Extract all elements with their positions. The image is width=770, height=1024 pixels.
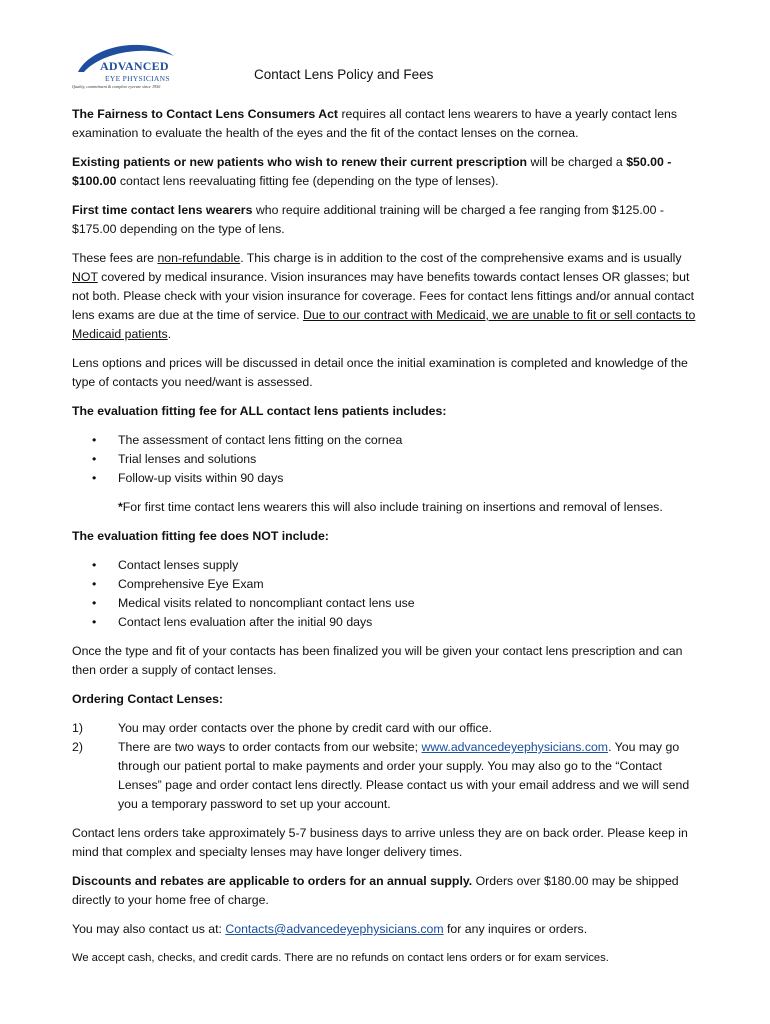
paragraph-prescription: Once the type and fit of your contacts has been finalized you will be given your contact lens prescription and can then order a supply of contact lenses. <box>72 644 683 677</box>
logo-brand: ADVANCED <box>100 59 169 73</box>
paragraph-contact: You may also contact us at: Contacts@advancedeyephysicians.com for any inquires or orders. <box>72 922 588 936</box>
paragraph-fees-policy: These fees are non-refundable. This charge is in addition to the cost of the comprehensive exams and is usually NOT covered by medical insurance. Vision insurances may have benefits towards contact lenses OR glasses; but not both. Please check with your vision insurance for coverage. Fees for contact lens fittings and/or annual contact lens exams are due at the time of service. Due to our contract with Medicaid, we are unable to fit or sell contacts to Medicaid patients. <box>72 251 696 341</box>
page-title: Contact Lens Policy and Fees <box>254 67 434 82</box>
logo-tagline: Quality, commitment & complete eyecare since 1956 <box>72 84 161 89</box>
list-item: • Medical visits related to noncompliant contact lens use <box>72 594 700 613</box>
paragraph-fairness-act: The Fairness to Contact Lens Consumers Act requires all contact lens wearers to have a yearly contact lens examination to evaluate the health of the eyes and the fit of the contact lenses on the cornea. <box>72 107 678 140</box>
first-time-note: *For first time contact lens wearers this will also include training on insertions and removal of lenses. <box>118 500 663 514</box>
list-item: • Comprehensive Eye Exam <box>72 575 700 594</box>
excludes-heading: The evaluation fitting fee does NOT include: <box>72 529 329 543</box>
list-item: • Follow-up visits within 90 days <box>72 469 700 488</box>
document-body <box>72 105 700 978</box>
list-item: • Contact lenses supply <box>72 556 700 575</box>
paragraph-discounts: Discounts and rebates are applicable to orders for an annual supply. Orders over $180.00 may be shipped directly to your home free of charge. <box>72 874 679 907</box>
ordering-list <box>72 719 700 814</box>
list-item: • Trial lenses and solutions <box>72 450 700 469</box>
company-logo <box>70 38 180 96</box>
note-text: For first time contact lens wearers this will also include training on insertions and removal of lenses. <box>122 500 663 514</box>
paragraph-existing-patients: Existing patients or new patients who wish to renew their current prescription will be charged a $50.00 - $100.00 contact lens reevaluating fitting fee (depending on the type of lenses). <box>72 155 672 188</box>
list-item: 1) You may order contacts over the phone by credit card with our office. <box>72 721 492 735</box>
website-link[interactable]: www.advancedeyephysicians.com <box>421 740 609 754</box>
paragraph-lens-options: Lens options and prices will be discussed in detail once the initial examination is completed and knowledge of the type of contacts you need/want is assessed. <box>72 356 688 389</box>
email-link[interactable]: Contacts@advancedeyephysicians.com <box>225 922 444 936</box>
includes-list <box>72 431 700 488</box>
includes-heading: The evaluation fitting fee for ALL contact lens patients includes: <box>72 404 447 418</box>
paragraph-payment: We accept cash, checks, and credit cards. There are no refunds on contact lens orders or for exam services. <box>72 952 609 964</box>
list-item: • The assessment of contact lens fitting on the cornea <box>72 431 700 450</box>
ordering-heading: Ordering Contact Lenses: <box>72 692 224 706</box>
list-item: 2) There are two ways to order contacts from our website; www.advancedeyephysicians.com. You may go through our patient portal to make payments and order your supply. You may also go to the “Contact Lenses” page and order contact lens directly. Please contact us with your email address and we will send you a temporary password to set up your account. <box>72 740 690 811</box>
paragraph-delivery-times: Contact lens orders take approximately 5-7 business days to arrive unless they are on back order. Please keep in mind that complex and specialty lenses may have longer delivery times. <box>72 826 688 859</box>
excludes-list <box>72 556 700 632</box>
paragraph-first-time-wearers: First time contact lens wearers who require additional training will be charged a fee ranging from $125.00 - $175.00 depending on the type of lens. <box>72 203 664 236</box>
list-item: • Contact lens evaluation after the initial 90 days <box>72 613 700 632</box>
logo-subtitle: EYE PHYSICIANS <box>105 74 170 83</box>
